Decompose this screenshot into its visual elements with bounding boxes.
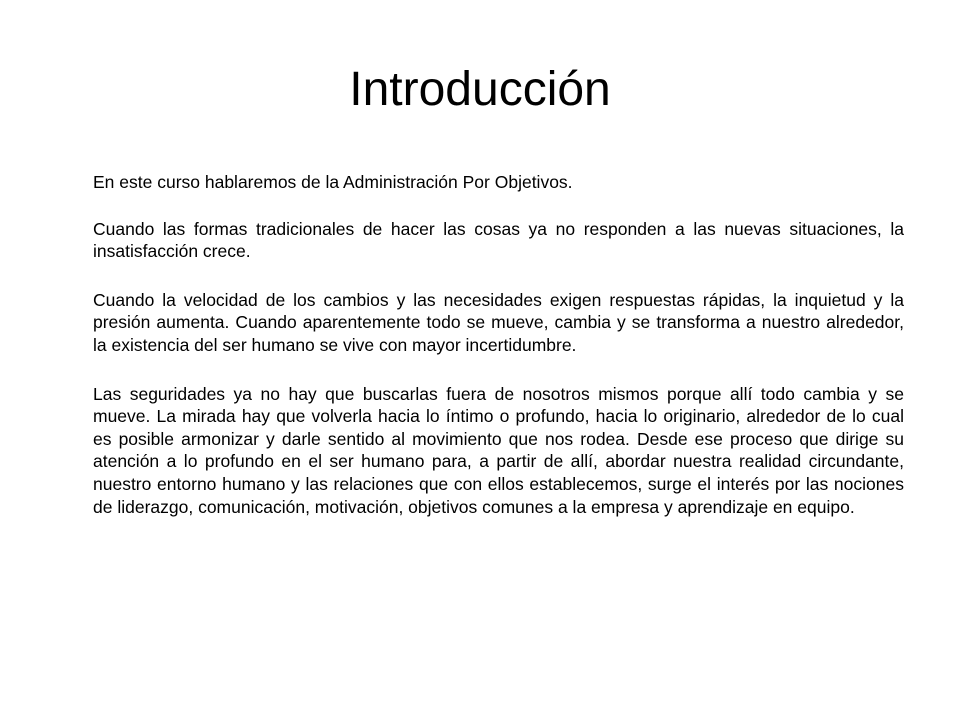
paragraph-dissatisfaction: Cuando las formas tradicionales de hacer las cosas ya no responden a las nuevas situaciones, la insatisfacción crece. <box>93 218 904 262</box>
paragraph-intro: En este curso hablaremos de la Administración Por Objetivos. <box>93 172 573 192</box>
slide-body <box>93 171 904 544</box>
slide-title: Introducción <box>349 63 611 116</box>
paragraph-uncertainty: Cuando la velocidad de los cambios y las necesidades exigen respuestas rápidas, la inquietud y la presión aumenta. Cuando aparentemente todo se mueve, cambia y se transforma a nuestro alrededor, la existencia del ser humano se vive con mayor incertidumbre. <box>93 289 904 355</box>
paragraph-security: Las seguridades ya no hay que buscarlas fuera de nosotros mismos porque allí todo cambia y se mueve. La mirada hay que volverla hacia lo íntimo o profundo, hacia lo originario, alrededor de lo cual es posible armonizar y darle sentido al movimiento que nos rodea. Desde ese proceso que dirige su atención a lo profundo en el ser humano para, a partir de allí, abordar nuestra realidad circundante, nuestro entorno humano y las relaciones que con ellos establecemos, surge el interés por las nociones de liderazgo, comunicación, motivación, objetivos comunes a la empresa y aprendizaje en equipo. <box>93 383 904 517</box>
